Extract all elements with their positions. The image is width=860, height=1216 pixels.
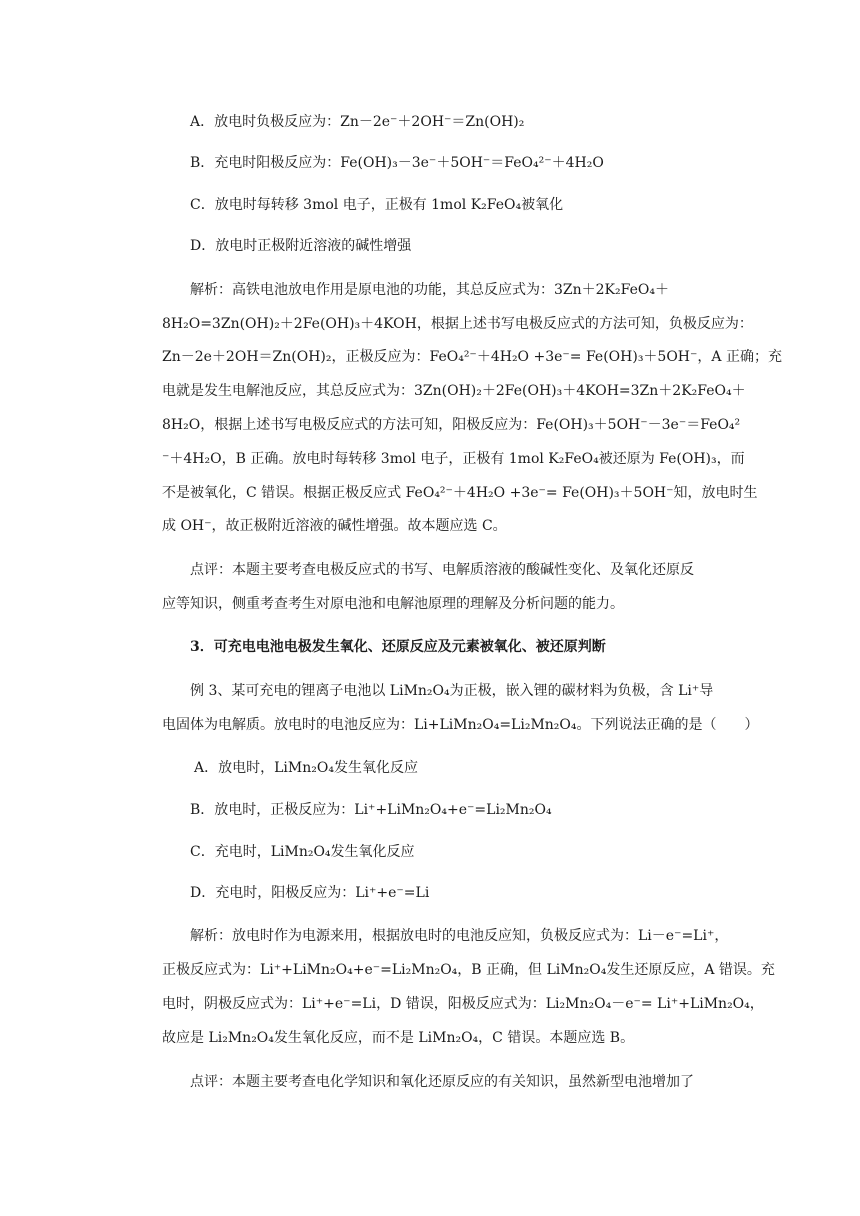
q2-analysis-line: Zn－2e＋2OH＝Zn(OH)₂，正极反应为：FeO₄²⁻＋4H₂O +3e⁻= Fe(OH)₃＋5OH⁻，A 正确；充: [162, 349, 782, 365]
example3-analysis-line: 故应是 Li₂Mn₂O₄发生氧化反应，而不是 LiMn₂O₄，C 错误。本题应选 B。: [162, 1030, 635, 1046]
q2-analysis-line: 解析：高铁电池放电作用是原电池的功能，其总反应式为：3Zn＋2K₂FeO₄＋: [190, 282, 669, 298]
example3-option-d: D．充电时，阳极反应为：Li⁺+e⁻=Li: [190, 885, 430, 901]
example3-analysis-line: 电时，阴极反应式为：Li⁺+e⁻=Li，D 错误，阳极反应式为：Li₂Mn₂O₄－e⁻= Li⁺+LiMn₂O₄，: [162, 996, 764, 1012]
section-heading: 3．可充电电池电极发生氧化、还原反应及元素被氧化、被还原判断: [190, 639, 606, 655]
example3-analysis-line: 正极反应式为：Li⁺+LiMn₂O₄+e⁻=Li₂Mn₂O₄，B 正确，但 LiMn₂O₄发生还原反应，A 错误。充: [162, 962, 775, 978]
example3-option-b: B．放电时，正极反应为：Li⁺+LiMn₂O₄+e⁻=Li₂Mn₂O₄: [190, 802, 552, 818]
q2-option-a: A．放电时负极反应为：Zn－2e⁻＋2OH⁻＝Zn(OH)₂: [190, 114, 525, 130]
example3-stem-line: 例 3、某可充电的锂离子电池以 LiMn₂O₄为正极，嵌入锂的碳材料为负极，含 Li⁺导: [190, 683, 714, 699]
example3-option-c: C．充电时，LiMn₂O₄发生氧化反应: [190, 844, 415, 860]
q2-comment-line: 应等知识，侧重考查考生对原电池和电解池原理的理解及分析问题的能力。: [162, 596, 624, 612]
q2-analysis-line: ⁻＋4H₂O，B 正确。放电时每转移 3mol 电子，正极有 1mol K₂FeO₄被还原为 Fe(OH)₃，而: [162, 451, 745, 467]
q2-analysis-line: 不是被氧化，C 错误。根据正极反应式 FeO₄²⁻＋4H₂O +3e⁻= Fe(OH)₃＋5OH⁻知，放电时生: [162, 485, 758, 501]
example3-option-a: A．放电时，LiMn₂O₄发生氧化反应: [194, 760, 418, 776]
q2-option-d: D．放电时正极附近溶液的碱性增强: [190, 238, 412, 254]
example3-comment-line: 点评：本题主要考查电化学知识和氧化还原反应的有关知识，虽然新型电池增加了: [190, 1074, 694, 1090]
example3-analysis-line: 解析：放电时作为电源来用，根据放电时的电池反应知，负极反应式为：Li－e⁻=Li⁺，: [190, 928, 729, 944]
q2-analysis-line: 8H₂O=3Zn(OH)₂＋2Fe(OH)₃＋4KOH，根据上述书写电极反应式的方法可知，负极反应为：: [162, 316, 753, 332]
q2-comment-line: 点评：本题主要考查电极反应式的书写、电解质溶液的酸碱性变化、及氧化还原反: [190, 562, 694, 578]
example3-stem-line: 电固体为电解质。放电时的电池反应为：Li+LiMn₂O₄=Li₂Mn₂O₄。下列说法正确的是（ ）: [162, 717, 759, 733]
q2-option-c: C．放电时每转移 3mol 电子，正极有 1mol K₂FeO₄被氧化: [190, 197, 564, 213]
q2-analysis-line: 成 OH⁻，故正极附近溶液的碱性增强。故本题应选 C。: [162, 518, 507, 534]
q2-analysis-line: 电就是发生电解池反应，其总反应式为：3Zn(OH)₂＋2Fe(OH)₃＋4KOH=3Zn＋2K₂FeO₄＋: [162, 383, 746, 399]
q2-analysis-line: 8H₂O，根据上述书写电极反应式的方法可知，阳极反应为：Fe(OH)₃＋5OH⁻－3e⁻＝FeO₄²: [162, 417, 741, 433]
q2-option-b: B．充电时阳极反应为：Fe(OH)₃－3e⁻＋5OH⁻＝FeO₄²⁻＋4H₂O: [190, 155, 604, 171]
